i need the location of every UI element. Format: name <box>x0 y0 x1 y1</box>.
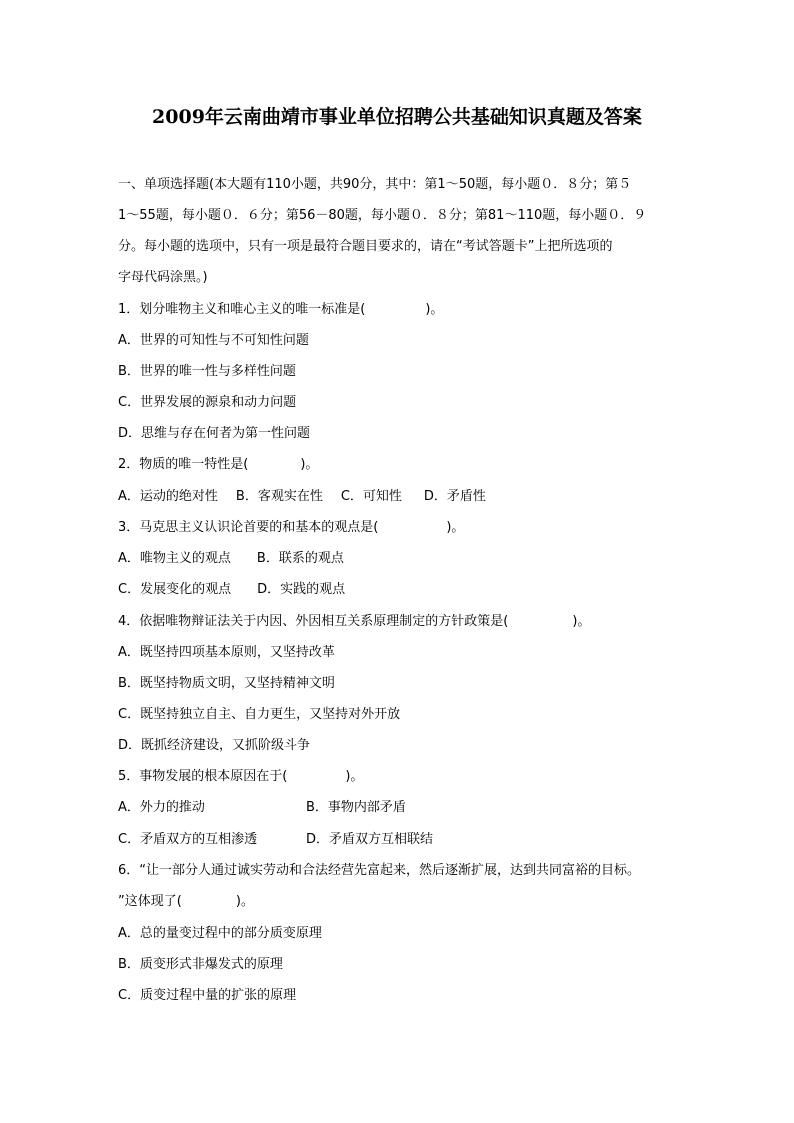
question-2-option-b: B．客观实在性 <box>235 489 323 504</box>
question-4-stem-end: )。 <box>572 614 591 629</box>
question-2-option-d: D．矛盾性 <box>423 489 486 504</box>
question-3-option-a: A．唯物主义的观点 <box>118 551 231 566</box>
question-3-stem-start: 3．马克思主义认识论首要的和基本的观点是( <box>118 520 379 535</box>
question-6-stem-line-1: 6．“让一部分人通过诚实劳动和合法经营先富起来，然后逐渐扩展，达到共同富裕的目标。 <box>118 863 641 878</box>
question-5-options-row-1 <box>118 798 406 818</box>
question-3-option-c: C．发展变化的观点 <box>118 582 232 597</box>
question-5-stem-start: 5．事物发展的根本原因在于( <box>118 769 288 784</box>
question-3-option-b: B．联系的观点 <box>256 551 344 566</box>
instructions-line-4: 字母代码涂黑。) <box>118 270 208 285</box>
question-3-stem <box>118 518 464 538</box>
question-1-stem <box>118 300 443 320</box>
question-2-stem-start: 2．物质的唯一特性是( <box>118 457 249 472</box>
question-4-stem <box>118 612 590 632</box>
question-5-stem-end: )。 <box>345 769 364 784</box>
question-6-stem-line-2 <box>118 892 254 912</box>
question-1-option-b: B．世界的唯一性与多样性问题 <box>118 364 296 379</box>
question-1-stem-end: )。 <box>425 302 444 317</box>
question-6-stem-start: ”这体现了( <box>118 894 182 909</box>
question-4-option-c: C．既坚持独立自主、自力更生，又坚持对外开放 <box>118 707 401 722</box>
question-5-option-d: D．矛盾双方互相联结 <box>306 832 434 847</box>
question-2-stem-end: )。 <box>300 457 319 472</box>
question-1-option-c: C．世界发展的源泉和动力问题 <box>118 395 297 410</box>
question-6-stem-end: )。 <box>235 894 254 909</box>
question-4-stem-start: 4．依据唯物辩证法关于内因、外因相互关系原理制定的方针政策是( <box>118 614 509 629</box>
question-3-options-row-2 <box>118 580 345 600</box>
question-2-option-a: A．运动的绝对性 <box>118 489 218 504</box>
question-2-options <box>118 487 486 507</box>
question-1-option-d: D．思维与存在何者为第一性问题 <box>118 426 311 441</box>
question-1-stem-start: 1．划分唯物主义和唯心主义的唯一标准是( <box>118 302 366 317</box>
question-4-option-a: A．既坚持四项基本原则，又坚持改革 <box>118 645 335 660</box>
instructions-line-3: 分。每小题的选项中，只有一项是最符合题目要求的，请在“考试答题卡”上把所选项的 <box>118 239 613 254</box>
instructions-line-1: 一、单项选择题(本大题有110小题，共90分，其中：第1～50题，每小题０．８分；第５ <box>118 177 632 192</box>
question-6-option-b: B．质变形式非爆发式的原理 <box>118 957 283 972</box>
question-5-options-row-2 <box>118 830 433 850</box>
question-5-option-b: B．事物内部矛盾 <box>306 800 406 815</box>
question-6-option-c: C．质变过程中量的扩张的原理 <box>118 988 297 1003</box>
instructions-line-2: 1～55题，每小题０．６分；第56－80题，每小题０．８分；第81～110题，每小题０．９ <box>118 208 647 223</box>
question-2-stem <box>118 455 318 475</box>
question-6-option-a: A．总的量变过程中的部分质变原理 <box>118 926 322 941</box>
question-3-option-d: D．实践的观点 <box>257 582 346 597</box>
question-4-option-d: D．既抓经济建设，又抓阶级斗争 <box>118 738 311 753</box>
question-1-option-a: A．世界的可知性与不可知性问题 <box>118 333 309 348</box>
question-3-stem-end: )。 <box>446 520 465 535</box>
question-5-option-a: A．外力的推动 <box>118 800 205 815</box>
question-5-option-c: C．矛盾双方的互相渗透 <box>118 832 258 847</box>
question-4-option-b: B．既坚持物质文明，又坚持精神文明 <box>118 676 335 691</box>
document-title: 2009年云南曲靖市事业单位招聘公共基础知识真题及答案 <box>152 106 642 128</box>
question-2-option-c: C．可知性 <box>340 489 402 504</box>
question-5-stem <box>118 767 363 787</box>
question-3-options-row-1 <box>118 549 344 569</box>
